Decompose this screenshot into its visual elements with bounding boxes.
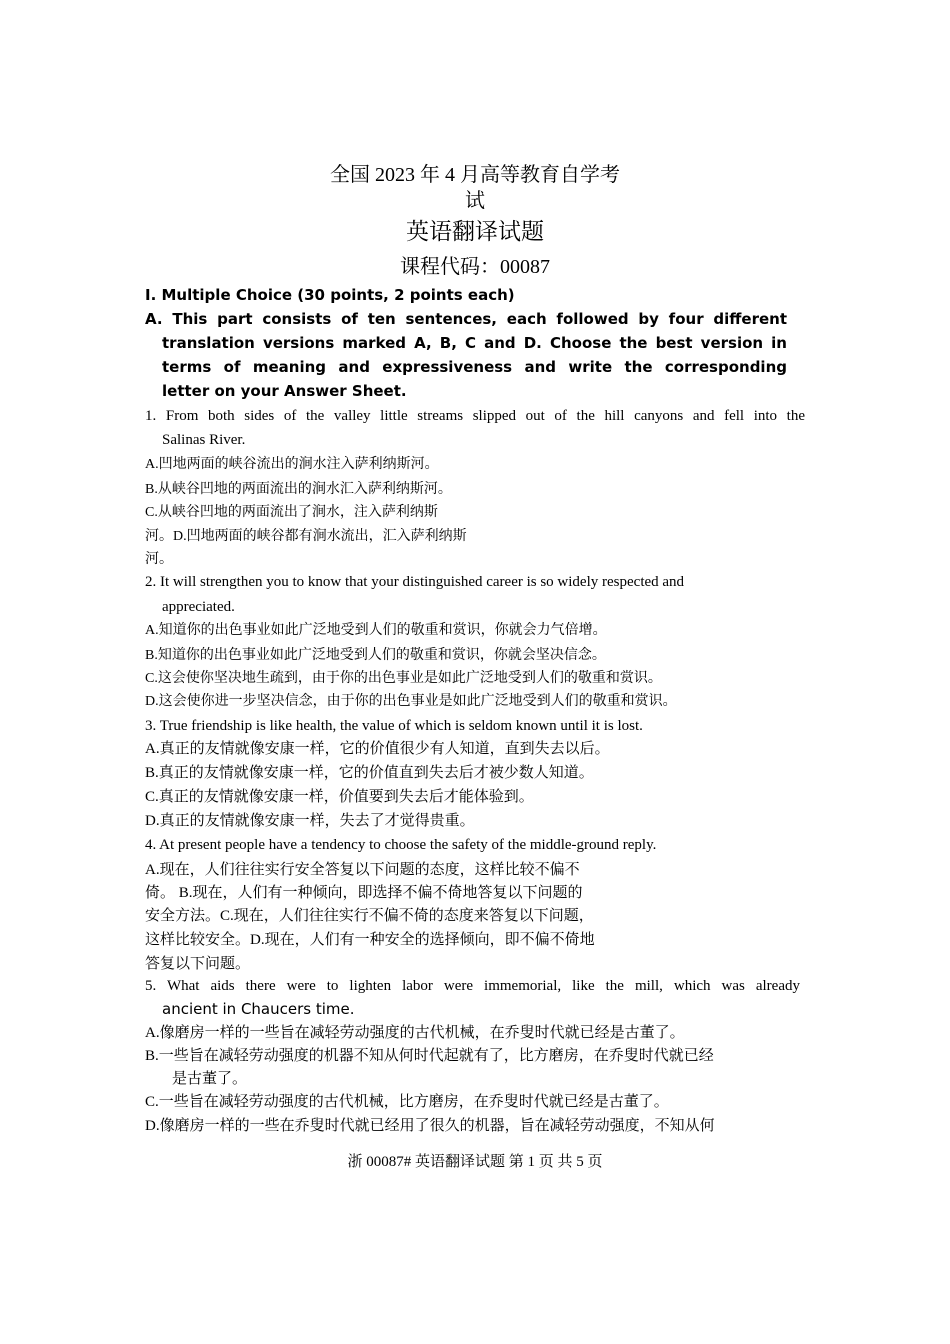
question-2-option: D.这会使你进一步坚决信念，由于你的出色事业是如此广泛地受到人们的敬重和赏识。 bbox=[145, 694, 677, 709]
question-3-stem: 3. True friendship is like health, the value of which is seldom known until it is lost. bbox=[145, 718, 643, 734]
question-5-option: D.像磨房一样的一些在乔叟时代就已经用了很久的机器，旨在减轻劳动强度，不知从何 bbox=[145, 1118, 715, 1134]
question-5-option: B.一些旨在减轻劳动强度的机器不知从何时代起就有了，比方磨房，在乔叟时代就已经 bbox=[145, 1048, 714, 1064]
question-4-option: 答复以下问题。 bbox=[145, 956, 251, 972]
question-2-option: B.知道你的出色事业如此广泛地受到人们的敬重和赏识，你就会坚决信念。 bbox=[145, 648, 606, 663]
question-2-option: C.这会使你坚决地生疏到，由于你的出色事业是如此广泛地受到人们的敬重和赏识。 bbox=[145, 671, 662, 686]
question-1-option: A.凹地两面的峡谷流出的涧水注入萨利纳斯河。 bbox=[145, 457, 439, 472]
subject-title: 英语翻译试题 bbox=[406, 219, 544, 244]
question-4-option: 倚。 B.现在，人们有一种倾向，即选择不偏不倚地答复以下问题的 bbox=[145, 885, 583, 901]
question-3-option: C.真正的友情就像安康一样，价值要到失去后才能体验到。 bbox=[145, 789, 534, 805]
instruction-line: terms of meaning and expressiveness and write the corresponding bbox=[162, 358, 787, 376]
question-1-stem: 1. From both sides of the valley little streams slipped out of the hill canyons and fell into the bbox=[145, 408, 805, 424]
question-2-option: A.知道你的出色事业如此广泛地受到人们的敬重和赏识，你就会力气倍增。 bbox=[145, 623, 607, 638]
question-2-stem: appreciated. bbox=[162, 599, 235, 615]
instruction-line: A. This part consists of ten sentences, each followed by four different bbox=[145, 310, 787, 328]
question-4-option: 安全方法。C.现在，人们往往实行不偏不倚的态度来答复以下问题， bbox=[145, 908, 594, 924]
question-2-stem: 2. It will strengthen you to know that your distinguished career is so widely respected and bbox=[145, 574, 685, 590]
question-1-stem: Salinas River. bbox=[162, 432, 246, 448]
question-4-stem: 4. At present people have a tendency to choose the safety of the middle-ground reply. bbox=[145, 837, 657, 853]
question-5-option: A.像磨房一样的一些旨在减轻劳动强度的古代机械，在乔叟时代就已经是古董了。 bbox=[145, 1025, 685, 1041]
exam-title-line1: 全国 2023 年 4 月高等教育自学考 bbox=[330, 164, 620, 186]
question-3-option: D.真正的友情就像安康一样，失去了才觉得贵重。 bbox=[145, 813, 475, 829]
question-4-option: A.现在，人们往往实行安全答复以下问题的态度，这样比较不偏不 bbox=[145, 862, 580, 878]
question-1-option: B.从峡谷凹地的两面流出的涧水汇入萨利纳斯河。 bbox=[145, 482, 452, 497]
question-1-option: 河。D.凹地两面的峡谷都有涧水流出，汇入萨利纳斯 bbox=[145, 529, 467, 544]
exam-title-line2: 试 bbox=[465, 190, 485, 212]
question-1-option: 河。 bbox=[145, 552, 173, 567]
instruction-line: letter on your Answer Sheet. bbox=[162, 382, 407, 400]
question-5-stem: 5. What aids there were to lighten labor were immemorial, like the mill, which was already bbox=[145, 978, 800, 994]
instruction-line: translation versions marked A, B, C and D. Choose the best version in bbox=[162, 334, 787, 352]
section-heading: I. Multiple Choice (30 points, 2 points each) bbox=[145, 286, 515, 304]
question-1-option: C.从峡谷凹地的两面流出了涧水，注入萨利纳斯 bbox=[145, 505, 438, 520]
question-3-option: A.真正的友情就像安康一样，它的价值很少有人知道，直到失去以后。 bbox=[145, 741, 610, 757]
question-5-option: 是古董了。 bbox=[172, 1071, 248, 1087]
question-4-option: 这样比较安全。D.现在，人们有一种安全的选择倾向，即不偏不倚地 bbox=[145, 932, 595, 948]
question-5-option: C.一些旨在减轻劳动强度的古代机械，比方磨房，在乔叟时代就已经是古董了。 bbox=[145, 1094, 669, 1110]
page-footer: 浙 00087# 英语翻译试题 第 1 页 共 5 页 bbox=[347, 1154, 603, 1170]
question-5-stem: ancient in Chaucers time. bbox=[162, 1000, 355, 1018]
question-3-option: B.真正的友情就像安康一样，它的价值直到失去后才被少数人知道。 bbox=[145, 765, 594, 781]
course-code: 课程代码：00087 bbox=[400, 256, 550, 278]
